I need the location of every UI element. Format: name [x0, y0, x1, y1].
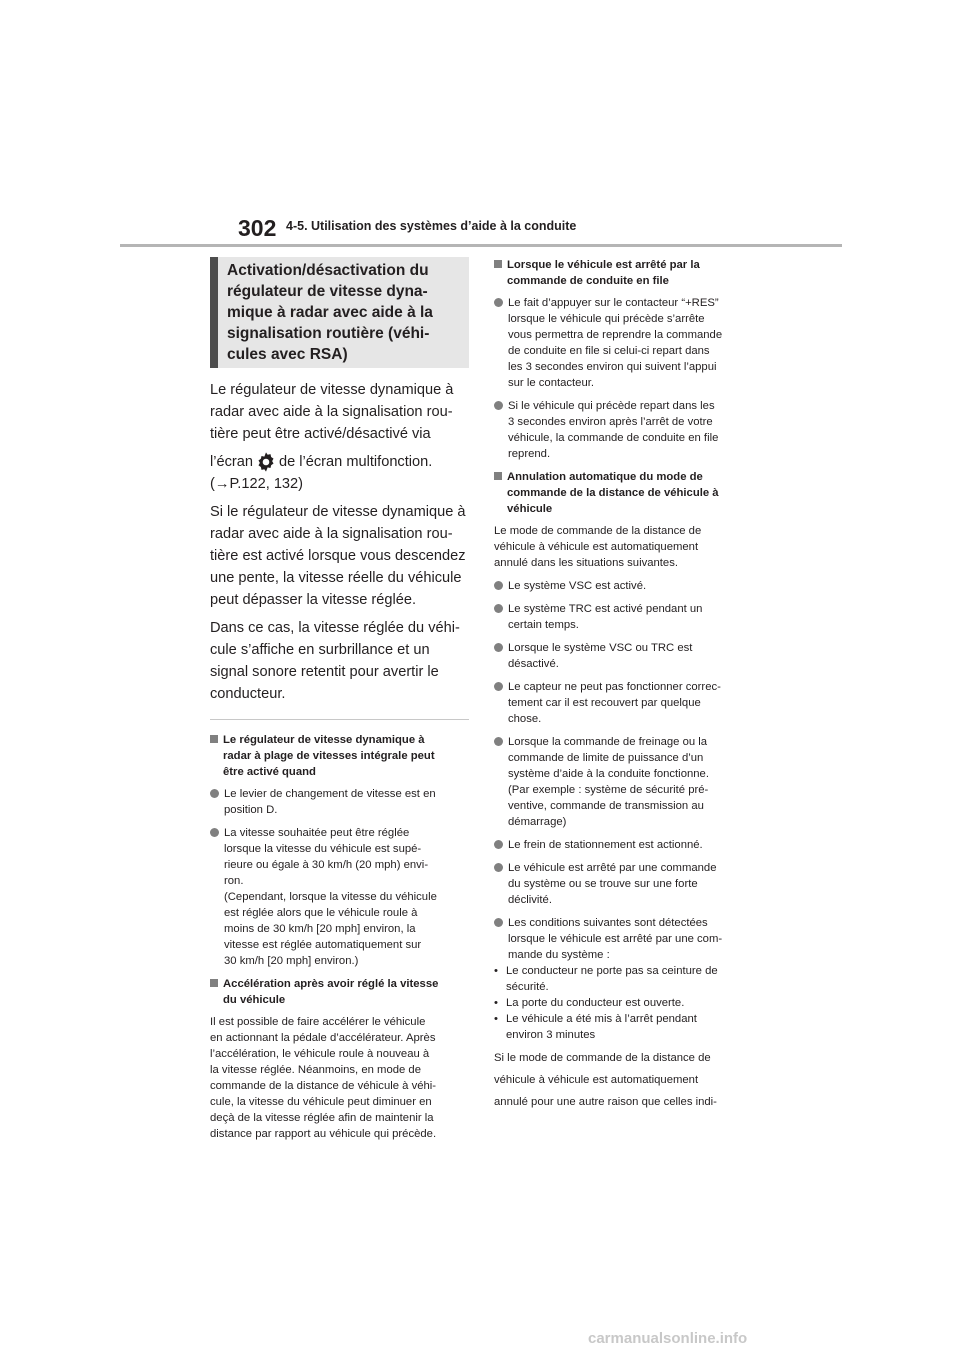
- circle-bullet-icon: [494, 737, 503, 746]
- header-rule: [120, 244, 842, 247]
- title-line: signalisation routière (véhi-: [227, 325, 430, 342]
- sub-bullet-line: environ 3 minutes: [506, 1029, 596, 1041]
- sub-bullet-line: Le véhicule a été mis à l’arrêt pendant: [506, 1013, 697, 1025]
- section-heading: [494, 469, 758, 517]
- paragraph: [494, 523, 758, 571]
- list-item: [210, 786, 469, 818]
- heading-line: être activé quand: [223, 766, 316, 778]
- bullet-line: 30 km/h [20 mph] environ.): [224, 955, 359, 967]
- bullet-line: lorsque le véhicule est arrêté par une com-: [508, 933, 723, 945]
- circle-bullet-icon: [210, 789, 219, 798]
- dot-bullet-icon: •: [494, 965, 498, 977]
- left-column: [210, 257, 469, 1149]
- circle-bullet-icon: [494, 918, 503, 927]
- title-line: Activation/désactivation du: [227, 262, 429, 279]
- bullet-line: Le fait d’appuyer sur le contacteur “+RES”: [508, 297, 719, 309]
- intro-line: tière est activé lorsque vous descendez: [210, 548, 466, 564]
- heading-line: commande de la distance de véhicule à: [507, 487, 719, 499]
- square-bullet-icon: [210, 979, 218, 987]
- intro-line: Le régulateur de vitesse dynamique à: [210, 382, 454, 398]
- intro-line: Si le régulateur de vitesse dynamique à: [210, 504, 466, 520]
- section-heading: [494, 257, 758, 289]
- intro-line: Dans ce cas, la vitesse réglée du véhi-: [210, 620, 460, 636]
- circle-bullet-icon: [494, 401, 503, 410]
- circle-bullet-icon: [494, 604, 503, 613]
- paragraph-line: Il est possible de faire accélérer le véhicule: [210, 1016, 426, 1028]
- paragraph-line: deçà de la vitesse réglée afin de maintenir la: [210, 1112, 434, 1124]
- paragraph: [210, 1014, 469, 1142]
- square-bullet-icon: [494, 260, 502, 268]
- bullet-line: désactivé.: [508, 658, 559, 670]
- heading-line: véhicule: [507, 503, 553, 515]
- bullet-line: lorsque le véhicule qui précède s’arrête: [508, 313, 705, 325]
- chapter-title: 4-5. Utilisation des systèmes d’aide à la conduite: [286, 219, 577, 233]
- bullet-line: commande de limite de puissance d’un: [508, 752, 704, 764]
- dot-bullet-icon: •: [494, 1013, 498, 1025]
- intro-line: peut dépasser la vitesse réglée.: [210, 592, 417, 608]
- paragraph-line: annulé dans les situations suivantes.: [494, 557, 679, 569]
- page-number: 302: [238, 215, 277, 241]
- right-column: [494, 257, 758, 1113]
- intro-line: cule s’affiche en surbrillance et un: [210, 642, 430, 658]
- square-bullet-icon: [494, 472, 502, 480]
- bullet-line: système d’aide à la conduite fonctionne.: [508, 768, 709, 780]
- bullet-line: les 3 secondes environ qui suivent l’appui: [508, 361, 717, 373]
- bullet-line: lorsque la vitesse du véhicule est supé-: [224, 843, 422, 855]
- list-item: [494, 860, 758, 908]
- bullet-line: tement car il est recouvert par quelque: [508, 697, 701, 709]
- sub-bullet-line: La porte du conducteur est ouverte.: [506, 997, 685, 1009]
- bullet-line: moins de 30 km/h [20 mph] environ, la: [224, 923, 416, 935]
- bullet-line: est réglée alors que le véhicule roule à: [224, 907, 418, 919]
- bullet-line: rieure ou égale à 30 km/h (20 mph) envi-: [224, 859, 429, 871]
- intro-line: signal sonore retentit pour avertir le: [210, 664, 439, 680]
- bullet-line: Le levier de changement de vitesse est en: [224, 788, 436, 800]
- paragraph-line: véhicule à véhicule est automatiquement: [494, 1074, 699, 1086]
- sub-bullet-line: sécurité.: [506, 981, 549, 993]
- list-item: [494, 734, 758, 830]
- bullet-line: ron.: [224, 875, 244, 887]
- paragraph-line: en actionnant la pédale d’accélérateur. Après: [210, 1032, 436, 1044]
- bullet-line: Si le véhicule qui précède repart dans les: [508, 400, 715, 412]
- bullet-line: (Par exemple : système de sécurité pré-: [508, 784, 709, 796]
- list-item: [494, 578, 758, 594]
- bullet-line: reprend.: [508, 448, 551, 460]
- bullet-line: Le frein de stationnement est actionné.: [508, 839, 703, 851]
- list-item: [494, 295, 758, 391]
- list-item: [494, 601, 758, 633]
- bullet-line: Le véhicule est arrêté par une commande: [508, 862, 717, 874]
- heading-line: Lorsque le véhicule est arrêté par la: [507, 259, 700, 271]
- bullet-line: 3 secondes environ après l’arrêt de votre: [508, 416, 713, 428]
- list-item: [494, 398, 758, 462]
- title-line: cules avec RSA): [227, 346, 348, 363]
- intro-line: de l’écran multifonction.: [279, 454, 433, 470]
- bullet-line: du système ou se trouve sur une forte: [508, 878, 698, 890]
- bullet-line: Les conditions suivantes sont détectées: [508, 917, 708, 929]
- paragraph-line: la vitesse réglée. Néanmoins, en mode de: [210, 1064, 421, 1076]
- circle-bullet-icon: [494, 298, 503, 307]
- bullet-line: vitesse est réglée automatiquement sur: [224, 939, 422, 951]
- bullet-line: Lorsque la commande de freinage ou la: [508, 736, 708, 748]
- intro-line: conducteur.: [210, 686, 286, 702]
- watermark: carmanualsonline.info: [588, 1330, 748, 1347]
- circle-bullet-icon: [494, 863, 503, 872]
- circle-bullet-icon: [494, 581, 503, 590]
- circle-bullet-icon: [210, 828, 219, 837]
- divider: [210, 719, 469, 720]
- bullet-line: ventive, commande de transmission au: [508, 800, 704, 812]
- intro-line: une pente, la vitesse réelle du véhicule: [210, 570, 462, 586]
- sub-list-item: [494, 963, 758, 995]
- gear-icon: [255, 451, 277, 473]
- closing-paragraph: [494, 1047, 758, 1113]
- heading-line: Accélération après avoir réglé la vitesse: [223, 978, 439, 990]
- heading-line: Le régulateur de vitesse dynamique à: [223, 734, 425, 746]
- bullet-line: certain temps.: [508, 619, 579, 631]
- square-bullet-icon: [210, 735, 218, 743]
- paragraph-line: Si le mode de commande de la distance de: [494, 1052, 711, 1064]
- bullet-line: Lorsque le système VSC ou TRC est: [508, 642, 693, 654]
- list-item: [210, 825, 469, 969]
- intro-line: tière peut être activé/désactivé via: [210, 426, 431, 442]
- bullet-line: (Cependant, lorsque la vitesse du véhicule: [224, 891, 437, 903]
- paragraph-line: distance par rapport au véhicule qui précède.: [210, 1128, 437, 1140]
- bullet-line: déclivité.: [508, 894, 552, 906]
- heading-line: du véhicule: [223, 994, 286, 1006]
- intro-line: radar avec aide à la signalisation rou-: [210, 526, 453, 542]
- dot-bullet-icon: •: [494, 997, 498, 1009]
- intro-line: l’écran: [210, 454, 253, 470]
- bullet-line: sur le contacteur.: [508, 377, 595, 389]
- title-line: mique à radar avec aide à la: [227, 304, 433, 321]
- list-item: [494, 640, 758, 672]
- paragraph-line: véhicule à véhicule est automatiquement: [494, 541, 699, 553]
- paragraph-line: commande de la distance de véhicule à véhi-: [210, 1080, 437, 1092]
- heading-line: radar à plage de vitesses intégrale peut: [223, 750, 435, 762]
- bullet-line: La vitesse souhaitée peut être réglée: [224, 827, 410, 839]
- page-reference: (→P.122, 132): [210, 476, 304, 492]
- section-heading: [210, 732, 469, 780]
- paragraph-line: annulé pour une autre raison que celles indi-: [494, 1096, 717, 1108]
- heading-line: commande de conduite en file: [507, 275, 669, 287]
- title-line: régulateur de vitesse dyna-: [227, 283, 428, 300]
- bullet-line: Le capteur ne peut pas fonctionner correc-: [508, 681, 721, 693]
- list-item: [494, 837, 758, 853]
- bullet-line: Le système TRC est activé pendant un: [508, 603, 703, 615]
- paragraph-line: Le mode de commande de la distance de: [494, 525, 702, 537]
- intro-text: [210, 379, 469, 705]
- sub-list-item: [494, 1011, 758, 1043]
- intro-line: radar avec aide à la signalisation rou-: [210, 404, 453, 420]
- bullet-line: véhicule, la commande de conduite en file: [508, 432, 719, 444]
- heading-line: Annulation automatique du mode de: [507, 471, 703, 483]
- list-item: [494, 679, 758, 727]
- circle-bullet-icon: [494, 643, 503, 652]
- sub-bullet-line: Le conducteur ne porte pas sa ceinture de: [506, 965, 718, 977]
- bullet-line: de conduite en file si celui-ci repart dans: [508, 345, 710, 357]
- bullet-line: Le système VSC est activé.: [508, 580, 647, 592]
- circle-bullet-icon: [494, 840, 503, 849]
- paragraph-line: cule, la vitesse du véhicule peut diminuer en: [210, 1096, 432, 1108]
- sub-list-item: [494, 995, 758, 1011]
- list-item: [494, 915, 758, 963]
- circle-bullet-icon: [494, 682, 503, 691]
- paragraph-line: l’accélération, le véhicule roule à nouveau à: [210, 1048, 430, 1060]
- intro-icon-line: [210, 451, 469, 473]
- bullet-line: position D.: [224, 804, 278, 816]
- section-heading: [210, 976, 469, 1008]
- section-title-box: [210, 257, 469, 368]
- bullet-line: mande du système :: [508, 949, 610, 961]
- bullet-line: démarrage): [508, 816, 567, 828]
- bullet-line: chose.: [508, 713, 542, 725]
- bullet-line: vous permettra de reprendre la commande: [508, 329, 723, 341]
